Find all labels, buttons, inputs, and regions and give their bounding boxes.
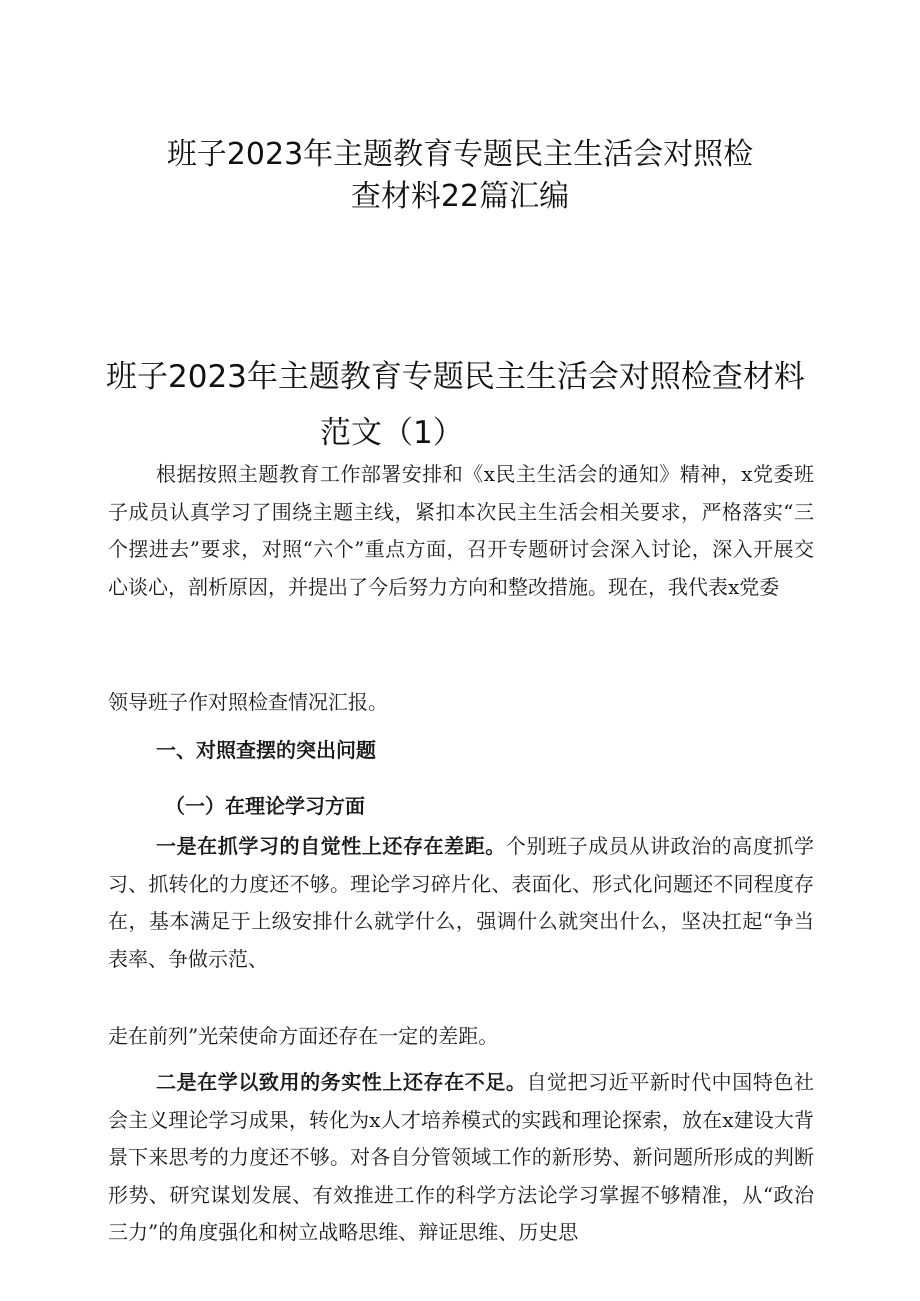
section-title [0, 349, 920, 461]
point-1-text: 个别班子成员从讲政治的高度抓学习、抓转化的力度还不够。理论学习碎片化、表面化、形式化问题还不同程度存在，基本满足于上级安排什么就学什么，强调什么就突出什么，坚决扛起“争当表率、争做示范、 [108, 834, 815, 971]
section-title-line-2: 范文（1） [320, 415, 464, 451]
paragraph-intro-continued: 领导班子作对照检查情况汇报。 [108, 690, 388, 714]
paragraph-intro: 根据按照主题教育工作部署安排和《x民主生活会的通知》精神，x党委班子成员认真学习了围绕主题主线，紧扣本次民主生活会相关要求，严格落实“三个摆进去”要求，对照“六个”重点方面，召开专题研讨会深入讨论，深入开展交心谈心，剖析原因，并提出了今后努力方向和整改措施。现在，我代表x党委 [108, 462, 814, 599]
point-1-lead: 一是在抓学习的自觉性上还存在差距。 [156, 834, 506, 858]
paragraph-point-2 [108, 1064, 814, 1252]
paragraph-point-1 [108, 828, 814, 978]
heading-problems: 一、对照查摆的突出问题 [156, 738, 376, 762]
document-title-line-2: 查材料22篇汇编 [350, 179, 570, 214]
point-2-lead: 二是在学以致用的务实性上还存在不足。 [156, 1070, 527, 1094]
section-title-line-1: 班子2023年主题教育专题民主生活会对照检查材料 [106, 359, 805, 395]
paragraph-point-1-continued: 走在前列”光荣使命方面还存在一定的差距。 [108, 1024, 499, 1048]
document-title-line-1: 班子2023年主题教育专题民主生活会对照检 [166, 137, 754, 172]
document-title [0, 134, 920, 218]
point-2-text: 自觉把习近平新时代中国特色社会主义理论学习成果，转化为x人才培养模式的实践和理论探索，放在x建设大背景下来思考的力度还不够。对各自分管领域工作的新形势、新问题所形成的判断形势、研究谋划发展、有效推进工作的科学方法论学习掌握不够精准，从“政治三力”的角度强化和树立战略思维、辩证思维、历史思 [108, 1070, 815, 1245]
heading-theory-study: （一）在理论学习方面 [165, 794, 365, 818]
